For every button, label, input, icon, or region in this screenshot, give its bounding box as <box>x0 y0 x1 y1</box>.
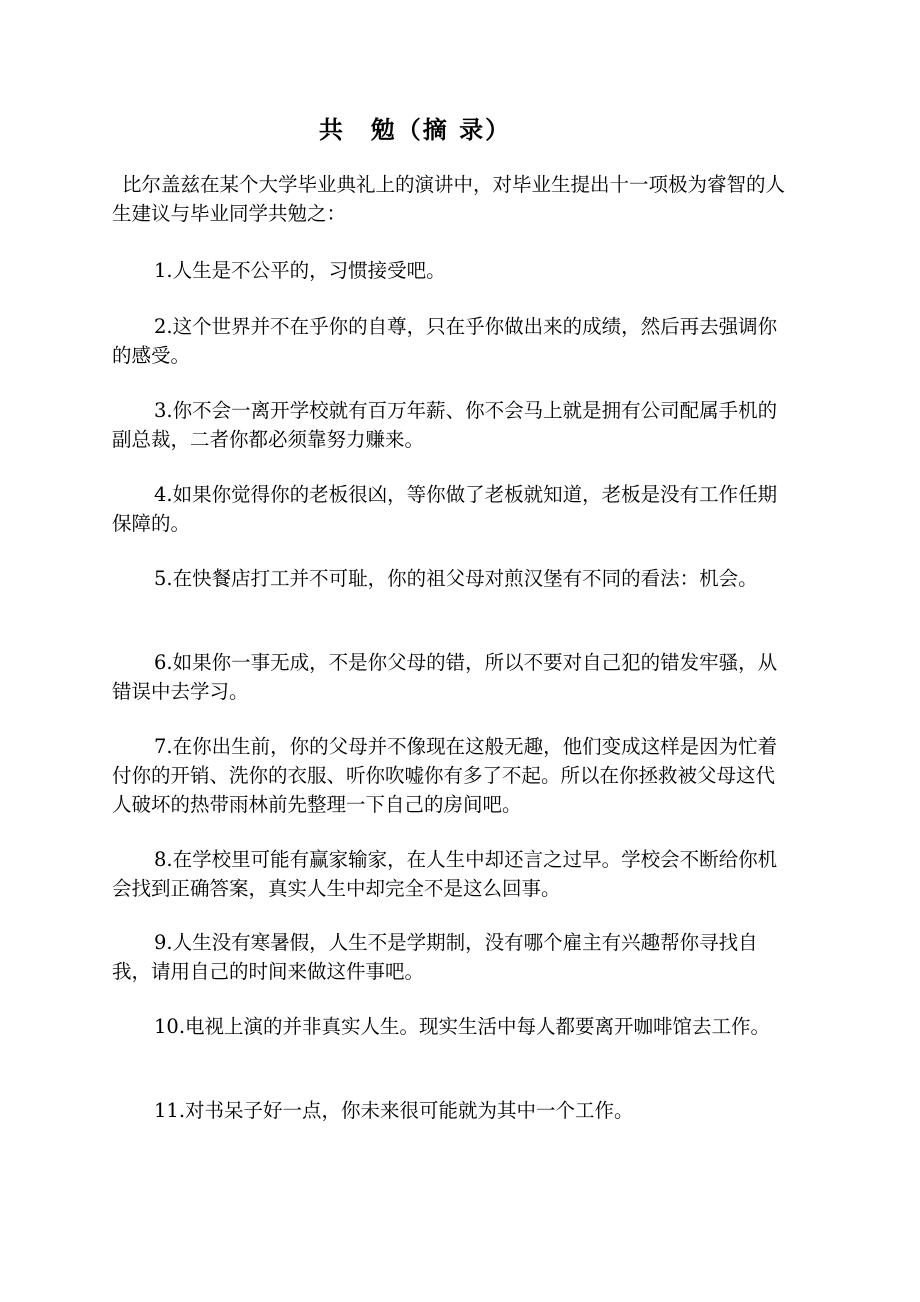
intro-paragraph: 比尔盖兹在某个大学毕业典礼上的演讲中，对毕业生提出十一项极为睿智的人生建议与毕业同学共勉之： <box>112 173 786 225</box>
item-text: 如果你觉得你的老板很凶，等你做了老板就知道，老板是没有工作任期保障的。 <box>112 483 778 535</box>
item-number: 8. <box>154 848 173 871</box>
item-text: 这个世界并不在乎你的自尊，只在乎你做出来的成绩，然后再去强调你的感受。 <box>112 315 778 367</box>
item-text: 在快餐店打工并不可耻，你的祖父母对煎汉堡有不同的看法：机会。 <box>172 567 758 590</box>
item-text: 电视上演的并非真实人生。现实生活中每人都要离开咖啡馆去工作。 <box>185 1015 771 1038</box>
item-text: 如果你一事无成，不是你父母的错，所以不要对自己犯的错发牢骚，从错误中去学习。 <box>112 651 778 703</box>
item-number: 7. <box>154 735 173 758</box>
advice-item-5 <box>112 564 788 593</box>
item-number: 6. <box>154 651 173 674</box>
item-text: 你不会一离开学校就有百万年薪、你不会马上就是拥有公司配属手机的副总裁，二者你都必须靠努力赚来。 <box>112 399 778 451</box>
advice-item-9 <box>112 928 788 986</box>
item-text: 对书呆子好一点，你未来很可能就为其中一个工作。 <box>185 1099 634 1122</box>
advice-item-7 <box>112 732 788 819</box>
advice-item-4 <box>112 480 788 538</box>
item-number: 9. <box>154 931 173 954</box>
item-number: 11. <box>154 1099 186 1122</box>
item-text: 人生是不公平的，习惯接受吧。 <box>172 259 446 282</box>
advice-item-11 <box>112 1096 788 1125</box>
item-number: 5. <box>154 567 173 590</box>
advice-item-8 <box>112 845 788 903</box>
item-text: 人生没有寒暑假，人生不是学期制，没有哪个雇主有兴趣帮你寻找自我，请用自己的时间来做这件事吧。 <box>112 931 758 983</box>
item-text: 在你出生前，你的父母并不像现在这般无趣，他们变成这样是因为忙着付你的开销、洗你的衣服、听你吹嘘你有多了不起。所以在你拯救被父母这代人破坏的热带雨林前先整理一下自己的房间吧。 <box>112 735 778 816</box>
document-title: 共 勉（摘 录） <box>318 116 512 144</box>
item-number: 10. <box>154 1015 186 1038</box>
advice-item-3 <box>112 396 788 454</box>
advice-item-2 <box>112 312 788 370</box>
item-number: 1. <box>154 259 173 282</box>
item-text: 在学校里可能有赢家输家，在人生中却还言之过早。学校会不断给你机会找到正确答案，真实人生中却完全不是这么回事。 <box>112 848 778 900</box>
advice-item-1 <box>112 256 788 285</box>
advice-item-10 <box>112 1012 788 1041</box>
advice-item-6 <box>112 648 788 706</box>
item-number: 2. <box>154 315 173 338</box>
item-number: 3. <box>154 399 173 422</box>
item-number: 4. <box>154 483 173 506</box>
